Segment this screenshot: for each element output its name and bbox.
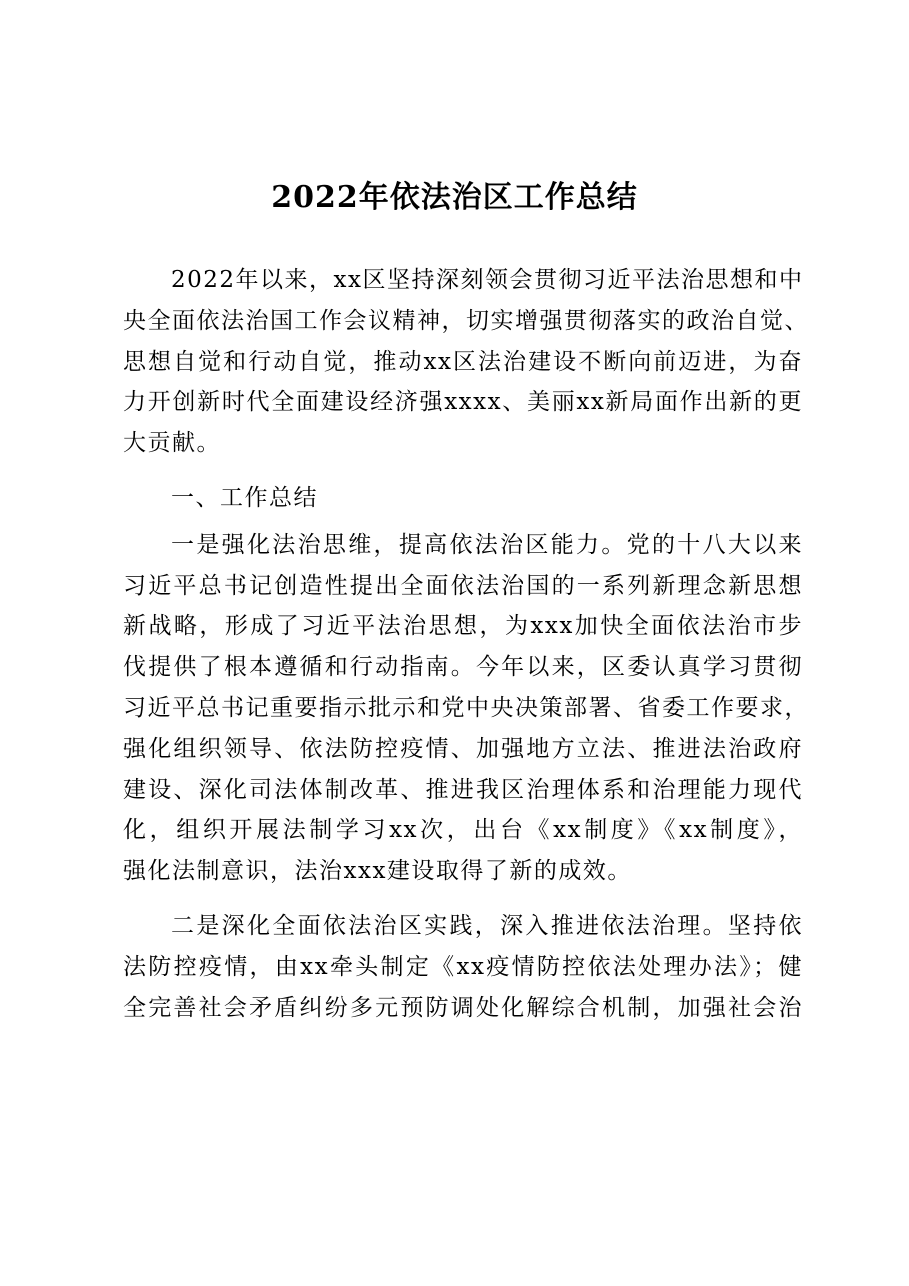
document-body: [123, 260, 809, 1028]
paragraph-line: 新战略，形成了习近平法治思想，为xxx加快全面依法治市步: [123, 613, 803, 640]
paragraph-line: 大贡献。: [123, 430, 221, 457]
paragraph-intro: [123, 260, 809, 464]
paragraph-line: 化，组织开展法制学习xx次，出台《xx制度》《xx制度》，: [123, 817, 803, 844]
paragraph-point-two: [123, 906, 803, 1028]
paragraph-line: 法防控疫情，由xx牵头制定《xx疫情防控依法处理办法》；健: [123, 953, 803, 980]
section-heading-line: 一、工作总结: [171, 484, 318, 511]
paragraph-point-one: [123, 525, 809, 892]
paragraph-line: 强化法制意识，法治xxx建设取得了新的成效。: [123, 858, 632, 885]
paragraph-line: 建设、深化司法体制改革、推进我区治理体系和治理能力现代: [123, 776, 803, 803]
paragraph-line: 思想自觉和行动自觉，推动xx区法治建设不断向前迈进，为奋: [123, 348, 803, 375]
paragraph-line: 央全面依法治国工作会议精神，切实增强贯彻落实的政治自觉、: [123, 307, 809, 334]
paragraph-line: 习近平总书记创造性提出全面依法治国的一系列新理念新思想: [123, 572, 803, 599]
section-heading-work-summary: [123, 478, 803, 519]
paragraph-line: 强化组织领导、依法防控疫情、加强地方立法、推进法治政府: [123, 735, 803, 762]
paragraph-line: 习近平总书记重要指示批示和党中央决策部署、省委工作要求，: [123, 694, 809, 721]
paragraph-line: 全完善社会矛盾纠纷多元预防调处化解综合机制，加强社会治: [123, 994, 803, 1021]
paragraph-line: 2022年以来，xx区坚持深刻领会贯彻习近平法治思想和中: [171, 267, 804, 293]
paragraph-line: 力开创新时代全面建设经济强xxxx、美丽xx新局面作出新的更: [123, 389, 803, 416]
paragraph-line: 一是强化法治思维，提高依法治区能力。党的十八大以来: [171, 531, 803, 558]
paragraph-line: 伐提供了根本遵循和行动指南。今年以来，区委认真学习贯彻: [123, 654, 803, 681]
document-title: 2022年依法治区工作总结: [271, 180, 638, 215]
paragraph-line: 二是深化全面依法治区实践，深入推进依法治理。坚持依: [171, 912, 803, 939]
